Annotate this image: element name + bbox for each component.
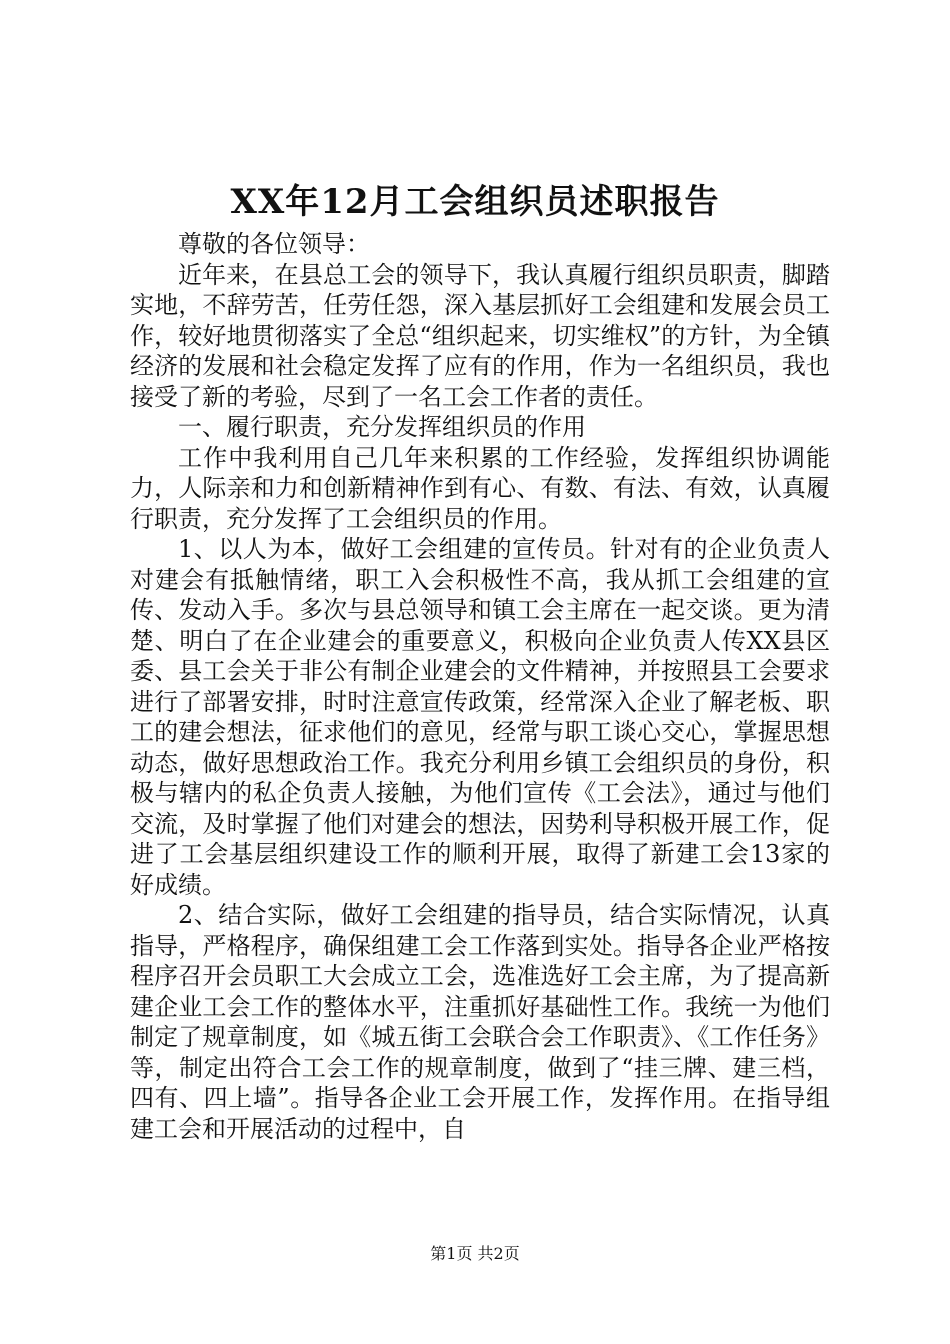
document-body (130, 229, 830, 1144)
page-number-footer: 第1页 共2页 (430, 1244, 520, 1263)
document-title: XX年12月工会组织员述职报告 (230, 182, 720, 222)
intro-paragraph: 近年来，在县总工会的领导下，我认真履行组织员职责，脚踏实地，不辞劳苦，任劳任怨，深入基层抓好工会组建和发展会员工作，较好地贯彻落实了全总“组织起来，切实维权”的方针，为全镇经济的发展和社会稳定发挥了应有的作用，作为一名组织员，我也接受了新的考验，尽到了一名工会工作者的责任。 (130, 260, 830, 411)
point-two-paragraph: 2、结合实际，做好工会组建的指导员，结合实际情况，认真指导，严格程序，确保组建工会工作落到实处。指导各企业严格按程序召开会员职工大会成立工会，选准选好工会主席，为了提高新建企业工会工作的整体水平，注重抓好基础性工作。我统一为他们制定了规章制度，如《城五街工会联合会工作职责》、《工作任务》等，制定出符合工会工作的规章制度，做到了“挂三牌、建三档，四有、四上墙”。指导各企业工会开展工作，发挥作用。在指导组建工会和开展活动的过程中，自 (130, 901, 830, 1143)
section-intro-paragraph: 工作中我利用自己几年来积累的工作经验，发挥组织协调能力，人际亲和力和创新精神作到有心、有数、有法、有效，认真履行职责，充分发挥了工会组织员的作用。 (130, 443, 830, 533)
section-heading: 一、履行职责，充分发挥组织员的作用 (178, 413, 586, 441)
point-one-paragraph: 1、以人为本，做好工会组建的宣传员。针对有的企业负责人对建会有抵触情绪，职工入会积极性不高，我从抓工会组建的宣传、发动入手。多次与县总领导和镇工会主席在一起交谈。更为清楚、明白了在企业建会的重要意义，积极向企业负责人传XX县区委、县工会关于非公有制企业建会的文件精神，并按照县工会要求进行了部署安排，时时注意宣传政策，经常深入企业了解老板、职工的建会想法，征求他们的意见，经常与职工谈心交心，掌握思想动态，做好思想政治工作。我充分利用乡镇工会组织员的身份，积极与辖内的私企负责人接触，为他们宣传《工会法》，通过与他们交流，及时掌握了他们对建会的想法，因势利导积极开展工作，促进了工会基层组织建设工作的顺利开展，取得了新建工会13家的好成绩。 (130, 535, 830, 899)
salutation-paragraph: 尊敬的各位领导： (178, 230, 370, 258)
